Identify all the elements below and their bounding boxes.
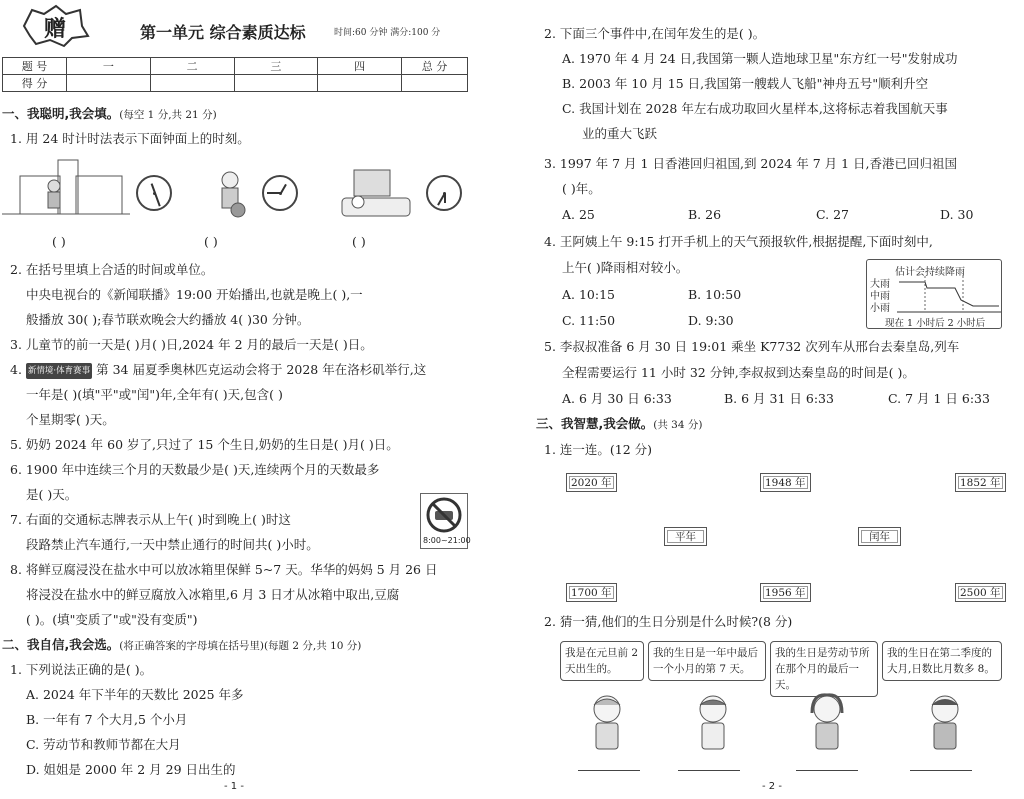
clock-icon xyxy=(426,175,462,211)
option-c: C. 11:50 xyxy=(562,313,616,328)
mc-question-3-line: ( )年。 xyxy=(562,181,601,196)
level-label: 中雨 xyxy=(870,291,890,302)
answer-line[interactable] xyxy=(796,770,858,771)
option-d: D. 姐姐是 2000 年 2 月 29 日出生的 xyxy=(26,762,236,777)
section-note: (共 34 分) xyxy=(653,419,703,431)
question-8: 8. 将鲜豆腐浸没在盐水中可以放冰箱里保鲜 5~7 天。华华的妈妈 5 月 26 日 xyxy=(10,562,438,577)
level-label: 小雨 xyxy=(870,303,890,314)
speech-bubble: 我的生日是劳动节所在那个月的最后一天。 xyxy=(770,641,878,697)
question-3: 3. 儿童节的前一天是( )月( )日,2024 年 2 月的最后一天是( )日。 xyxy=(10,337,373,352)
option-a: A. 2024 年下半年的天数比 2025 年多 xyxy=(26,687,244,702)
category-card[interactable]: 闰年 xyxy=(858,527,901,546)
graph-title: 估计会持续降雨 xyxy=(895,267,965,278)
clock-icon xyxy=(262,175,298,211)
score-row xyxy=(3,75,468,92)
speech-bubble: 我是在元旦前 2 天出生的。 xyxy=(560,641,644,681)
mc-question-4: 4. 王阿姨上午 9:15 打开手机上的天气预报软件,根据提醒,下面时刻中, xyxy=(544,234,933,249)
option-a: A. 6 月 30 日 6:33 xyxy=(562,391,672,406)
option-c: C. 27 xyxy=(816,207,849,222)
score-input-cell[interactable] xyxy=(150,75,234,92)
speech-bubble: 我的生日是一年中最后一个小月的第 7 天。 xyxy=(648,641,766,681)
table-cell: 四 xyxy=(318,58,402,75)
clock-icon xyxy=(136,175,172,211)
table-cell: 总 分 xyxy=(402,58,468,75)
mc-question-5: 5. 李叔叔准备 6 月 30 日 19:01 乘坐 K7732 次列车从邢台去秦皇岛,列车 xyxy=(544,339,960,354)
sign-time: 8:00~21:00 xyxy=(423,536,471,545)
option-b: B. 26 xyxy=(688,207,722,222)
guess-question: 2. 猜一猜,他们的生日分别是什么时候?(8 分) xyxy=(544,614,793,629)
answer-blank[interactable]: ( ) xyxy=(352,234,366,249)
question-2-line: 般播放 30( );春节联欢晚会大约播放 4( )30 分钟。 xyxy=(26,312,310,327)
question-4-line: 个星期零( )天。 xyxy=(26,412,115,427)
score-input-cell[interactable] xyxy=(318,75,402,92)
table-cell: 一 xyxy=(67,58,151,75)
section-note: (将正确答案的字母填在括号里)(每题 2 分,共 10 分) xyxy=(119,640,362,652)
section-title: 二、我自信,我会选。 xyxy=(2,637,120,652)
child-avatar xyxy=(690,693,736,753)
section1-heading xyxy=(2,106,217,123)
option-d: D. 9:30 xyxy=(688,313,734,328)
matching-question: 1. 连一连。(12 分) xyxy=(544,442,653,457)
section-note: (每空 1 分,共 21 分) xyxy=(119,109,217,121)
answer-line[interactable] xyxy=(578,770,640,771)
option-b: B. 一年有 7 个大月,5 个小月 xyxy=(26,712,188,727)
answer-blank[interactable]: ( ) xyxy=(204,234,218,249)
sleeping-child-illustration xyxy=(340,168,412,224)
mc-question-3: 3. 1997 年 7 月 1 日香港回归祖国,到 2024 年 7 月 1 日,香港已回归祖国 xyxy=(544,156,957,171)
section3-heading xyxy=(536,416,702,433)
child-avatar xyxy=(922,693,968,753)
question-7-line: 段路禁止汽车通行,一天中禁止通行的时间共( )小时。 xyxy=(26,537,319,552)
option-b: B. 10:50 xyxy=(688,287,742,302)
question-1: 1. 用 24 时计时法表示下面钟面上的时刻。 xyxy=(10,131,250,146)
question-text: 第 34 届夏季奥林匹克运动会将于 2028 年在洛杉矶举行,这 xyxy=(96,362,427,377)
option-d: D. 30 xyxy=(940,207,974,222)
table-cell: 题 号 xyxy=(3,58,67,75)
gift-badge xyxy=(20,4,90,48)
year-card[interactable]: 1956 年 xyxy=(760,583,811,602)
answer-blank[interactable]: ( ) xyxy=(52,234,66,249)
question-4 xyxy=(10,362,426,379)
question-8-line: 将浸没在盐水中的鲜豆腐放入冰箱里,6 月 3 日才从冰箱中取出,豆腐 xyxy=(26,587,400,602)
score-input-cell[interactable] xyxy=(402,75,468,92)
context-badge: 新情境·体育赛事 xyxy=(26,363,92,379)
page-number: - 2 - xyxy=(762,781,782,792)
section-title: 三、我智慧,我会做。 xyxy=(536,416,654,431)
no-car-sign xyxy=(420,493,471,549)
table-cell: 得 分 xyxy=(3,75,67,92)
year-card[interactable]: 1948 年 xyxy=(760,473,811,492)
year-card[interactable]: 2500 年 xyxy=(955,583,1006,602)
school-building-illustration xyxy=(2,156,130,220)
option-c-cont: 业的重大飞跃 xyxy=(582,126,658,141)
question-6: 6. 1900 年中连续三个月的天数最少是( )天,连续两个月的天数最多 xyxy=(10,462,380,477)
option-c: C. 7 月 1 日 6:33 xyxy=(888,391,990,406)
level-label: 大雨 xyxy=(870,279,890,290)
table-cell: 三 xyxy=(234,58,318,75)
score-input-cell[interactable] xyxy=(234,75,318,92)
score-input-cell[interactable] xyxy=(67,75,151,92)
time-axis-labels: 现在 1 小时后 2 小时后 xyxy=(885,318,986,329)
child-avatar xyxy=(804,693,850,753)
category-card[interactable]: 平年 xyxy=(664,527,707,546)
gift-label: 赠 xyxy=(44,17,67,42)
year-card[interactable]: 1852 年 xyxy=(955,473,1006,492)
rain-forecast-graph xyxy=(866,259,1002,329)
section-title: 一、我聪明,我会填。 xyxy=(2,106,120,121)
score-header-row xyxy=(3,58,468,75)
option-b: B. 2003 年 10 月 15 日,我国第一艘载人飞船"神舟五号"顺利升空 xyxy=(562,76,929,91)
option-c: C. 劳动节和教师节都在大月 xyxy=(26,737,181,752)
option-a: A. 10:15 xyxy=(562,287,615,302)
question-8-line: ( )。(填"变质了"或"没有变质") xyxy=(26,612,198,627)
mc-question-5-line: 全程需要运行 11 小时 32 分钟,李叔叔到达秦皇岛的时间是( )。 xyxy=(562,365,915,380)
year-card[interactable]: 2020 年 xyxy=(566,473,617,492)
question-2-line: 中央电视台的《新闻联播》19:00 开始播出,也就是晚上( ),一 xyxy=(26,287,363,302)
section2-heading xyxy=(2,637,361,654)
year-card[interactable]: 1700 年 xyxy=(566,583,617,602)
mc-question-4-line: 上午( )降雨相对较小。 xyxy=(562,260,689,275)
speech-bubble: 我的生日在第二季度的大月,日数比月数多 8。 xyxy=(882,641,1002,681)
question-number: 4. xyxy=(10,362,22,377)
answer-line[interactable] xyxy=(678,770,740,771)
option-a: A. 25 xyxy=(562,207,595,222)
score-table xyxy=(2,57,468,92)
exam-info: 时间:60 分钟 满分:100 分 xyxy=(334,28,441,38)
question-4-line: 一年是( )(填"平"或"闰")年,全年有( )天,包含( ) xyxy=(26,387,283,402)
mc-question-2: 2. 下面三个事件中,在闰年发生的是( )。 xyxy=(544,26,766,41)
option-a: A. 1970 年 4 月 24 日,我国第一颗人造地球卫星"东方红一号"发射成功 xyxy=(562,51,958,66)
option-b: B. 6 月 31 日 6:33 xyxy=(724,391,834,406)
question-5: 5. 奶奶 2024 年 60 岁了,只过了 15 个生日,奶奶的生日是( )月( )日。 xyxy=(10,437,399,452)
answer-line[interactable] xyxy=(910,770,972,771)
question-7: 7. 右面的交通标志牌表示从上午( )时到晚上( )时这 xyxy=(10,512,291,527)
question-6-line: 是( )天。 xyxy=(26,487,78,502)
mc-question-1: 1. 下列说法正确的是( )。 xyxy=(10,662,153,677)
page-title: 第一单元 综合素质达标 xyxy=(140,23,306,42)
child-avatar xyxy=(584,693,630,753)
boy-basketball-illustration xyxy=(210,170,250,222)
table-cell: 二 xyxy=(150,58,234,75)
option-c: C. 我国计划在 2028 年左右成功取回火星样本,这将标志着我国航天事 xyxy=(562,101,948,116)
page-number: - 1 - xyxy=(224,781,244,792)
question-2: 2. 在括号里填上合适的时间或单位。 xyxy=(10,262,214,277)
